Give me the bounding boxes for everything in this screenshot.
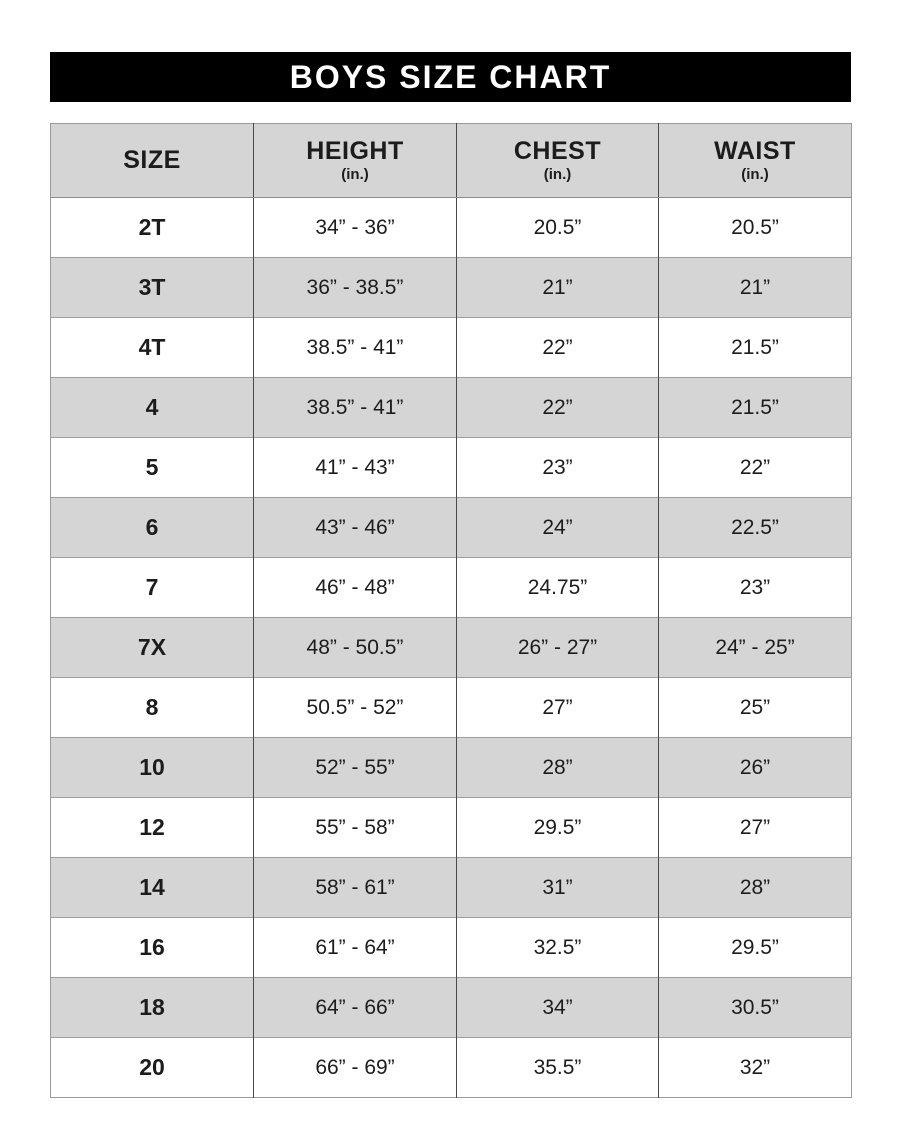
- waist-cell: 25”: [659, 678, 852, 738]
- waist-cell: 24” - 25”: [659, 618, 852, 678]
- column-header-chest: [457, 124, 659, 198]
- size-cell: 3T: [51, 258, 254, 318]
- column-header-waist: [659, 124, 852, 198]
- height-cell: 38.5” - 41”: [254, 378, 457, 438]
- size-cell: 16: [51, 918, 254, 978]
- size-cell: 7X: [51, 618, 254, 678]
- chest-cell: 23”: [457, 438, 659, 498]
- waist-cell: 23”: [659, 558, 852, 618]
- chest-cell: 31”: [457, 858, 659, 918]
- table-row: [51, 498, 852, 558]
- height-cell: 61” - 64”: [254, 918, 457, 978]
- page-title: BOYS SIZE CHART: [289, 58, 612, 95]
- size-cell: 14: [51, 858, 254, 918]
- size-cell: 4T: [51, 318, 254, 378]
- table-row: [51, 558, 852, 618]
- table-row: [51, 258, 852, 318]
- waist-cell: 29.5”: [659, 918, 852, 978]
- table-row: [51, 618, 852, 678]
- size-cell: 18: [51, 978, 254, 1038]
- size-cell: 6: [51, 498, 254, 558]
- height-cell: 46” - 48”: [254, 558, 457, 618]
- waist-cell: 22”: [659, 438, 852, 498]
- waist-cell: 21”: [659, 258, 852, 318]
- waist-cell: 28”: [659, 858, 852, 918]
- chest-cell: 24”: [457, 498, 659, 558]
- table-row: [51, 438, 852, 498]
- height-cell: 50.5” - 52”: [254, 678, 457, 738]
- height-cell: 38.5” - 41”: [254, 318, 457, 378]
- column-unit: (in.): [543, 165, 572, 183]
- chest-cell: 28”: [457, 738, 659, 798]
- size-cell: 12: [51, 798, 254, 858]
- chest-cell: 24.75”: [457, 558, 659, 618]
- column-unit: (in.): [741, 165, 769, 183]
- height-cell: 58” - 61”: [254, 858, 457, 918]
- chest-cell: 22”: [457, 318, 659, 378]
- column-header-size: [51, 124, 254, 198]
- boys-size-table: [50, 123, 852, 1098]
- chest-cell: 21”: [457, 258, 659, 318]
- waist-cell: 22.5”: [659, 498, 852, 558]
- table-row: [51, 378, 852, 438]
- table-row: [51, 978, 852, 1038]
- waist-cell: 20.5”: [659, 198, 852, 258]
- waist-cell: 32”: [659, 1038, 852, 1098]
- height-cell: 52” - 55”: [254, 738, 457, 798]
- size-cell: 2T: [51, 198, 254, 258]
- table-body: [51, 198, 852, 1098]
- size-cell: 20: [51, 1038, 254, 1098]
- height-cell: 66” - 69”: [254, 1038, 457, 1098]
- column-label: SIZE: [123, 146, 181, 175]
- table-row: [51, 798, 852, 858]
- table-row: [51, 1038, 852, 1098]
- header-row: [51, 124, 852, 198]
- waist-cell: 21.5”: [659, 318, 852, 378]
- table-row: [51, 858, 852, 918]
- height-cell: 43” - 46”: [254, 498, 457, 558]
- size-cell: 5: [51, 438, 254, 498]
- waist-cell: 27”: [659, 798, 852, 858]
- chest-cell: 34”: [457, 978, 659, 1038]
- column-header-height: [254, 124, 457, 198]
- chart-title-banner: [50, 52, 851, 102]
- chest-cell: 20.5”: [457, 198, 659, 258]
- chest-cell: 29.5”: [457, 798, 659, 858]
- table-row: [51, 198, 852, 258]
- waist-cell: 30.5”: [659, 978, 852, 1038]
- table-row: [51, 318, 852, 378]
- size-cell: 7: [51, 558, 254, 618]
- table-row: [51, 678, 852, 738]
- table-row: [51, 738, 852, 798]
- chest-cell: 22”: [457, 378, 659, 438]
- chest-cell: 26” - 27”: [457, 618, 659, 678]
- height-cell: 48” - 50.5”: [254, 618, 457, 678]
- column-label: CHEST: [513, 137, 602, 166]
- column-unit: (in.): [341, 165, 369, 183]
- waist-cell: 26”: [659, 738, 852, 798]
- height-cell: 55” - 58”: [254, 798, 457, 858]
- size-cell: 8: [51, 678, 254, 738]
- table-header: [51, 124, 852, 198]
- size-cell: 4: [51, 378, 254, 438]
- chest-cell: 35.5”: [457, 1038, 659, 1098]
- size-cell: 10: [51, 738, 254, 798]
- table-row: [51, 918, 852, 978]
- waist-cell: 21.5”: [659, 378, 852, 438]
- chest-cell: 32.5”: [457, 918, 659, 978]
- column-label: HEIGHT: [306, 137, 404, 166]
- height-cell: 36” - 38.5”: [254, 258, 457, 318]
- height-cell: 64” - 66”: [254, 978, 457, 1038]
- height-cell: 41” - 43”: [254, 438, 457, 498]
- column-label: WAIST: [714, 137, 796, 166]
- chest-cell: 27”: [457, 678, 659, 738]
- height-cell: 34” - 36”: [254, 198, 457, 258]
